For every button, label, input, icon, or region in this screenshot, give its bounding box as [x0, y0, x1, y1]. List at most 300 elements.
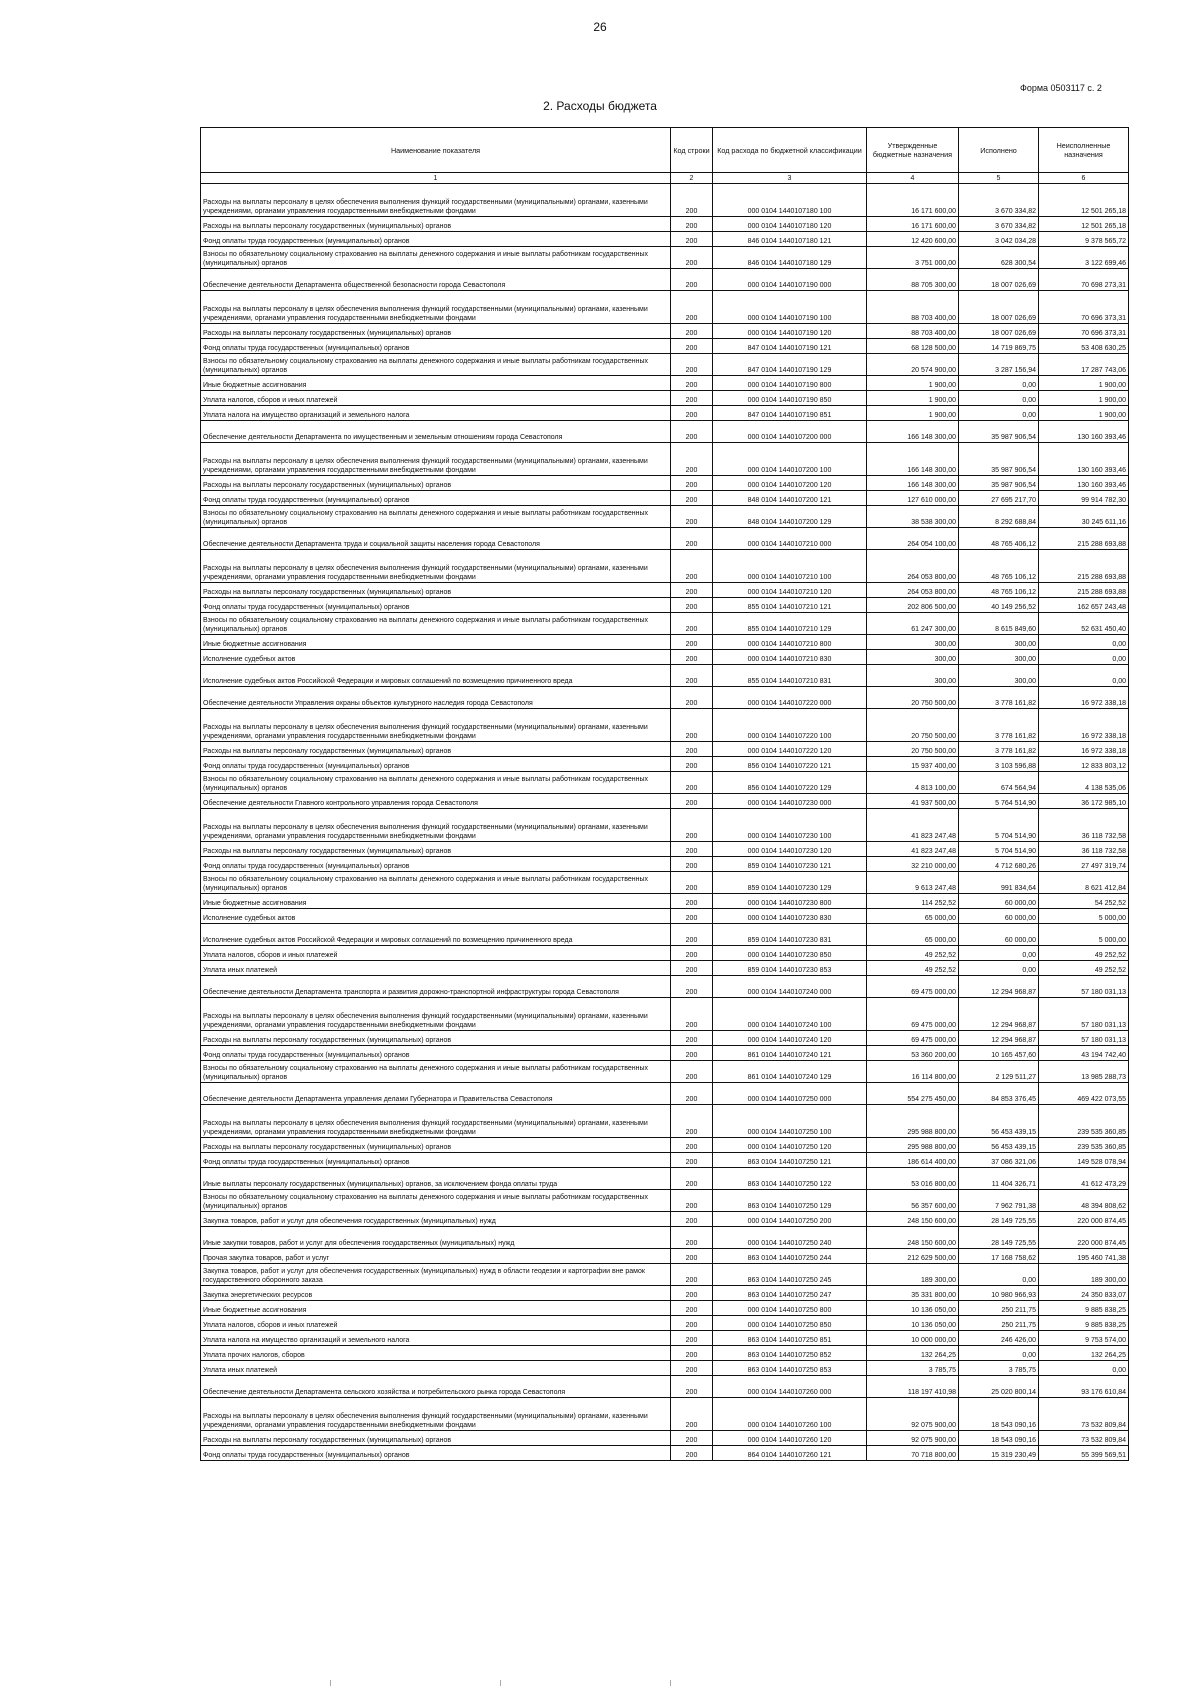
- cell-approved: 41 937 500,00: [867, 794, 959, 809]
- cell-approved: 12 420 600,00: [867, 232, 959, 247]
- cell-budget-code: 000 0104 1440107230 850: [713, 946, 867, 961]
- cell-unexecuted: 0,00: [1039, 1361, 1129, 1376]
- table-row: [201, 924, 1129, 946]
- cell-indicator-name: Расходы на выплаты персоналу в целях обеспечения выполнения функций государственными (муниципальными) органами, казенными учреждениями, органами управления государственными внебюджетными фондами: [201, 550, 671, 583]
- table-row: [201, 976, 1129, 998]
- cell-unexecuted: 9 753 574,00: [1039, 1331, 1129, 1346]
- cell-approved: 70 718 800,00: [867, 1446, 959, 1461]
- cell-budget-code: 000 0104 1440107190 120: [713, 324, 867, 339]
- cell-indicator-name: Расходы на выплаты персоналу государственных (муниципальных) органов: [201, 217, 671, 232]
- cell-indicator-name: Исполнение судебных актов: [201, 909, 671, 924]
- table-header-row: [201, 128, 1129, 173]
- cell-unexecuted: 24 350 833,07: [1039, 1286, 1129, 1301]
- cell-indicator-name: Фонд оплаты труда государственных (муниципальных) органов: [201, 232, 671, 247]
- cell-line-code: 200: [671, 742, 713, 757]
- cell-line-code: 200: [671, 443, 713, 476]
- cell-approved: 1 900,00: [867, 376, 959, 391]
- cell-budget-code: 863 0104 1440107250 129: [713, 1190, 867, 1212]
- cell-executed: 628 300,54: [959, 247, 1039, 269]
- cell-indicator-name: Уплата налога на имущество организаций и земельного налога: [201, 406, 671, 421]
- table-row: [201, 1153, 1129, 1168]
- table-row: [201, 583, 1129, 598]
- table-row: [201, 1431, 1129, 1446]
- cell-indicator-name: Уплата прочих налогов, сборов: [201, 1346, 671, 1361]
- cell-budget-code: 847 0104 1440107190 851: [713, 406, 867, 421]
- cell-budget-code: 000 0104 1440107190 800: [713, 376, 867, 391]
- cell-line-code: 200: [671, 269, 713, 291]
- cell-indicator-name: Закупка товаров, работ и услуг для обеспечения государственных (муниципальных) нужд: [201, 1212, 671, 1227]
- cell-line-code: 200: [671, 528, 713, 550]
- cell-executed: 246 426,00: [959, 1331, 1039, 1346]
- cell-indicator-name: Закупка энергетических ресурсов: [201, 1286, 671, 1301]
- cell-line-code: 200: [671, 976, 713, 998]
- table-row: [201, 894, 1129, 909]
- cell-budget-code: 863 0104 1440107250 851: [713, 1331, 867, 1346]
- cell-unexecuted: 130 160 393,46: [1039, 421, 1129, 443]
- table-row: [201, 1212, 1129, 1227]
- cell-line-code: 200: [671, 909, 713, 924]
- cell-indicator-name: Уплата иных платежей: [201, 961, 671, 976]
- cell-budget-code: 848 0104 1440107200 121: [713, 491, 867, 506]
- cell-budget-code: 847 0104 1440107190 129: [713, 354, 867, 376]
- cell-indicator-name: Обеспечение деятельности Департамента общественной безопасности города Севастополя: [201, 269, 671, 291]
- cell-executed: 27 695 217,70: [959, 491, 1039, 506]
- cell-approved: 69 475 000,00: [867, 1031, 959, 1046]
- cell-indicator-name: Взносы по обязательному социальному страхованию на выплаты денежного содержания и иные выплаты работникам государственных (муниципальных) органов: [201, 354, 671, 376]
- cell-approved: 68 128 500,00: [867, 339, 959, 354]
- header-executed: Исполнено: [959, 128, 1039, 173]
- table-row: [201, 772, 1129, 794]
- cell-unexecuted: 132 264,25: [1039, 1346, 1129, 1361]
- cell-indicator-name: Расходы на выплаты персоналу в целях обеспечения выполнения функций государственными (муниципальными) органами, казенными учреждениями, органами управления государственными внебюджетными фондами: [201, 1398, 671, 1431]
- cell-approved: 186 614 400,00: [867, 1153, 959, 1168]
- cell-unexecuted: 215 288 693,88: [1039, 550, 1129, 583]
- cell-unexecuted: 99 914 782,30: [1039, 491, 1129, 506]
- cell-approved: 20 750 500,00: [867, 709, 959, 742]
- cell-executed: 3 670 334,82: [959, 217, 1039, 232]
- table-row: [201, 1346, 1129, 1361]
- cell-line-code: 200: [671, 1046, 713, 1061]
- cell-executed: 674 564,94: [959, 772, 1039, 794]
- table-row: [201, 1190, 1129, 1212]
- cell-approved: 92 075 900,00: [867, 1398, 959, 1431]
- cell-indicator-name: Обеспечение деятельности Департамента управления делами Губернатора и Правительства Севастополя: [201, 1083, 671, 1105]
- cell-line-code: 200: [671, 687, 713, 709]
- cell-executed: 18 007 026,69: [959, 291, 1039, 324]
- cell-approved: 295 988 800,00: [867, 1138, 959, 1153]
- table-row: [201, 613, 1129, 635]
- table-row: [201, 946, 1129, 961]
- cell-budget-code: 000 0104 1440107220 100: [713, 709, 867, 742]
- cell-line-code: 200: [671, 476, 713, 491]
- cell-indicator-name: Расходы на выплаты персоналу государственных (муниципальных) органов: [201, 476, 671, 491]
- cell-approved: 49 252,52: [867, 946, 959, 961]
- table-row: [201, 339, 1129, 354]
- cell-line-code: 200: [671, 421, 713, 443]
- cell-indicator-name: Фонд оплаты труда государственных (муниципальных) органов: [201, 1153, 671, 1168]
- cell-line-code: 200: [671, 842, 713, 857]
- cell-approved: 65 000,00: [867, 909, 959, 924]
- cell-budget-code: 856 0104 1440107220 121: [713, 757, 867, 772]
- cell-indicator-name: Взносы по обязательному социальному страхованию на выплаты денежного содержания и иные выплаты работникам государственных (муниципальных) органов: [201, 872, 671, 894]
- cell-indicator-name: Обеспечение деятельности Департамента по имущественным и земельным отношениям города Севастополя: [201, 421, 671, 443]
- column-number: 1: [201, 173, 671, 184]
- cell-executed: 3 670 334,82: [959, 184, 1039, 217]
- cell-executed: 56 453 439,15: [959, 1138, 1039, 1153]
- cell-unexecuted: 189 300,00: [1039, 1264, 1129, 1286]
- cell-unexecuted: 17 287 743,06: [1039, 354, 1129, 376]
- cell-budget-code: 000 0104 1440107190 850: [713, 391, 867, 406]
- cell-approved: 264 053 800,00: [867, 550, 959, 583]
- table-row: [201, 757, 1129, 772]
- cell-executed: 40 149 256,52: [959, 598, 1039, 613]
- cell-approved: 10 136 050,00: [867, 1316, 959, 1331]
- table-row: [201, 687, 1129, 709]
- cell-budget-code: 000 0104 1440107180 120: [713, 217, 867, 232]
- table-row: [201, 1316, 1129, 1331]
- cell-executed: 18 543 090,16: [959, 1398, 1039, 1431]
- table-row: [201, 324, 1129, 339]
- cell-budget-code: 861 0104 1440107240 129: [713, 1061, 867, 1083]
- cell-line-code: 200: [671, 1212, 713, 1227]
- cell-approved: 15 937 400,00: [867, 757, 959, 772]
- cell-line-code: 200: [671, 1061, 713, 1083]
- cell-approved: 300,00: [867, 665, 959, 687]
- table-row: [201, 1331, 1129, 1346]
- cell-unexecuted: 220 000 874,45: [1039, 1227, 1129, 1249]
- cell-indicator-name: Расходы на выплаты персоналу в целях обеспечения выполнения функций государственными (муниципальными) органами, казенными учреждениями, органами управления государственными внебюджетными фондами: [201, 443, 671, 476]
- table-row: [201, 550, 1129, 583]
- cell-executed: 37 086 321,06: [959, 1153, 1039, 1168]
- cell-indicator-name: Иные бюджетные ассигнования: [201, 376, 671, 391]
- table-row: [201, 961, 1129, 976]
- cell-line-code: 200: [671, 406, 713, 421]
- cell-unexecuted: 220 000 874,45: [1039, 1212, 1129, 1227]
- cell-line-code: 200: [671, 1168, 713, 1190]
- cell-indicator-name: Расходы на выплаты персоналу государственных (муниципальных) органов: [201, 1031, 671, 1046]
- cell-line-code: 200: [671, 232, 713, 247]
- table-row: [201, 1301, 1129, 1316]
- cell-approved: 554 275 450,00: [867, 1083, 959, 1105]
- cell-indicator-name: Расходы на выплаты персоналу государственных (муниципальных) органов: [201, 324, 671, 339]
- cell-budget-code: 000 0104 1440107210 100: [713, 550, 867, 583]
- cell-budget-code: 000 0104 1440107180 100: [713, 184, 867, 217]
- cell-budget-code: 000 0104 1440107250 200: [713, 1212, 867, 1227]
- cell-indicator-name: Иные бюджетные ассигнования: [201, 894, 671, 909]
- table-row: [201, 1168, 1129, 1190]
- table-row: [201, 742, 1129, 757]
- cell-indicator-name: Исполнение судебных актов Российской Федерации и мировых соглашений по возмещению причиненного вреда: [201, 665, 671, 687]
- cell-executed: 0,00: [959, 1264, 1039, 1286]
- cell-budget-code: 000 0104 1440107230 100: [713, 809, 867, 842]
- cell-approved: 1 900,00: [867, 406, 959, 421]
- cell-approved: 20 750 500,00: [867, 687, 959, 709]
- table-row: [201, 491, 1129, 506]
- cell-budget-code: 000 0104 1440107200 100: [713, 443, 867, 476]
- table-row: [201, 598, 1129, 613]
- cell-indicator-name: Взносы по обязательному социальному страхованию на выплаты денежного содержания и иные выплаты работникам государственных (муниципальных) органов: [201, 247, 671, 269]
- header-unexecuted: Неисполненные назначения: [1039, 128, 1129, 173]
- cell-indicator-name: Расходы на выплаты персоналу государственных (муниципальных) органов: [201, 742, 671, 757]
- cell-executed: 25 020 800,14: [959, 1376, 1039, 1398]
- cell-budget-code: 864 0104 1440107260 121: [713, 1446, 867, 1461]
- cell-line-code: 200: [671, 872, 713, 894]
- cell-executed: 60 000,00: [959, 894, 1039, 909]
- cell-executed: 0,00: [959, 376, 1039, 391]
- cell-approved: 32 210 000,00: [867, 857, 959, 872]
- cell-line-code: 200: [671, 354, 713, 376]
- cell-indicator-name: Уплата налогов, сборов и иных платежей: [201, 1316, 671, 1331]
- cell-indicator-name: Расходы на выплаты персоналу государственных (муниципальных) органов: [201, 842, 671, 857]
- column-number: 4: [867, 173, 959, 184]
- table-row: [201, 665, 1129, 687]
- cell-approved: 189 300,00: [867, 1264, 959, 1286]
- cell-executed: 48 765 106,12: [959, 583, 1039, 598]
- cell-executed: 991 834,64: [959, 872, 1039, 894]
- table-row: [201, 391, 1129, 406]
- cell-budget-code: 859 0104 1440107230 129: [713, 872, 867, 894]
- cell-executed: 12 294 968,87: [959, 1031, 1039, 1046]
- cell-line-code: 200: [671, 1083, 713, 1105]
- cell-unexecuted: 57 180 031,13: [1039, 1031, 1129, 1046]
- cell-indicator-name: Фонд оплаты труда государственных (муниципальных) органов: [201, 491, 671, 506]
- header-approved: Утвержденные бюджетные назначения: [867, 128, 959, 173]
- cell-indicator-name: Взносы по обязательному социальному страхованию на выплаты денежного содержания и иные выплаты работникам государственных (муниципальных) органов: [201, 613, 671, 635]
- cell-budget-code: 000 0104 1440107260 100: [713, 1398, 867, 1431]
- cell-budget-code: 863 0104 1440107250 121: [713, 1153, 867, 1168]
- cell-unexecuted: 93 176 610,84: [1039, 1376, 1129, 1398]
- cell-budget-code: 000 0104 1440107250 100: [713, 1105, 867, 1138]
- column-number: 5: [959, 173, 1039, 184]
- cell-executed: 2 129 511,27: [959, 1061, 1039, 1083]
- cell-approved: 35 331 800,00: [867, 1286, 959, 1301]
- cell-unexecuted: 5 000,00: [1039, 924, 1129, 946]
- cell-budget-code: 000 0104 1440107260 120: [713, 1431, 867, 1446]
- cell-approved: 16 171 600,00: [867, 184, 959, 217]
- cell-budget-code: 855 0104 1440107210 121: [713, 598, 867, 613]
- cell-executed: 11 404 326,71: [959, 1168, 1039, 1190]
- cell-line-code: 200: [671, 1227, 713, 1249]
- cell-unexecuted: 48 394 808,62: [1039, 1190, 1129, 1212]
- cell-unexecuted: 1 900,00: [1039, 376, 1129, 391]
- cell-approved: 65 000,00: [867, 924, 959, 946]
- table-row: [201, 872, 1129, 894]
- cell-unexecuted: 27 497 319,74: [1039, 857, 1129, 872]
- cell-indicator-name: Уплата налогов, сборов и иных платежей: [201, 391, 671, 406]
- cell-approved: 248 150 600,00: [867, 1212, 959, 1227]
- cell-unexecuted: 9 378 565,72: [1039, 232, 1129, 247]
- cell-approved: 56 357 600,00: [867, 1190, 959, 1212]
- cell-budget-code: 000 0104 1440107250 000: [713, 1083, 867, 1105]
- cell-indicator-name: Расходы на выплаты персоналу государственных (муниципальных) органов: [201, 1431, 671, 1446]
- cell-line-code: 200: [671, 324, 713, 339]
- cell-budget-code: 000 0104 1440107240 100: [713, 998, 867, 1031]
- cell-approved: 38 538 300,00: [867, 506, 959, 528]
- cell-approved: 9 613 247,48: [867, 872, 959, 894]
- cell-line-code: 200: [671, 894, 713, 909]
- cell-approved: 3 785,75: [867, 1361, 959, 1376]
- cell-line-code: 200: [671, 1331, 713, 1346]
- cell-line-code: 200: [671, 1190, 713, 1212]
- table-row: [201, 184, 1129, 217]
- cell-approved: 264 054 100,00: [867, 528, 959, 550]
- cell-unexecuted: 30 245 611,16: [1039, 506, 1129, 528]
- cell-indicator-name: Расходы на выплаты персоналу в целях обеспечения выполнения функций государственными (муниципальными) органами, казенными учреждениями, органами управления государственными внебюджетными фондами: [201, 1105, 671, 1138]
- cell-approved: 10 000 000,00: [867, 1331, 959, 1346]
- cell-unexecuted: 70 696 373,31: [1039, 291, 1129, 324]
- cell-unexecuted: 0,00: [1039, 665, 1129, 687]
- cell-approved: 88 703 400,00: [867, 291, 959, 324]
- cell-unexecuted: 149 528 078,94: [1039, 1153, 1129, 1168]
- cell-executed: 12 294 968,87: [959, 976, 1039, 998]
- cell-indicator-name: Расходы на выплаты персоналу государственных (муниципальных) органов: [201, 583, 671, 598]
- cell-approved: 212 629 500,00: [867, 1249, 959, 1264]
- cell-unexecuted: 4 138 535,06: [1039, 772, 1129, 794]
- cell-executed: 3 778 161,82: [959, 742, 1039, 757]
- cell-budget-code: 000 0104 1440107190 100: [713, 291, 867, 324]
- cell-line-code: 200: [671, 1316, 713, 1331]
- cell-line-code: 200: [671, 772, 713, 794]
- cell-approved: 20 750 500,00: [867, 742, 959, 757]
- cell-executed: 250 211,75: [959, 1316, 1039, 1331]
- cell-executed: 10 980 966,93: [959, 1286, 1039, 1301]
- cell-line-code: 200: [671, 635, 713, 650]
- cell-indicator-name: Расходы на выплаты персоналу государственных (муниципальных) органов: [201, 1138, 671, 1153]
- cell-executed: 250 211,75: [959, 1301, 1039, 1316]
- cell-approved: 300,00: [867, 635, 959, 650]
- cell-indicator-name: Обеспечение деятельности Департамента сельского хозяйства и потребительского рынка города Севастополя: [201, 1376, 671, 1398]
- cell-approved: 166 148 300,00: [867, 421, 959, 443]
- budget-expenses-table-container: [200, 127, 1128, 1461]
- table-row: [201, 528, 1129, 550]
- form-code: Форма 0503117 с. 2: [1020, 83, 1102, 93]
- cell-line-code: 200: [671, 1446, 713, 1461]
- section-title: 2. Расходы бюджета: [543, 99, 657, 113]
- table-row: [201, 909, 1129, 924]
- cell-approved: 69 475 000,00: [867, 998, 959, 1031]
- cell-unexecuted: 57 180 031,13: [1039, 976, 1129, 998]
- cell-unexecuted: 49 252,52: [1039, 946, 1129, 961]
- cell-unexecuted: 36 118 732,58: [1039, 809, 1129, 842]
- cell-budget-code: 000 0104 1440107240 000: [713, 976, 867, 998]
- table-row: [201, 794, 1129, 809]
- table-row: [201, 1264, 1129, 1286]
- table-row: [201, 354, 1129, 376]
- cell-line-code: 200: [671, 1361, 713, 1376]
- table-row: [201, 1361, 1129, 1376]
- cell-unexecuted: 16 972 338,18: [1039, 709, 1129, 742]
- table-row: [201, 506, 1129, 528]
- cell-approved: 53 360 200,00: [867, 1046, 959, 1061]
- cell-approved: 1 900,00: [867, 391, 959, 406]
- cell-indicator-name: Иные бюджетные ассигнования: [201, 1301, 671, 1316]
- cell-budget-code: 000 0104 1440107220 120: [713, 742, 867, 757]
- header-line-code: Код строки: [671, 128, 713, 173]
- cell-approved: 41 823 247,48: [867, 842, 959, 857]
- cell-unexecuted: 57 180 031,13: [1039, 998, 1129, 1031]
- cell-unexecuted: 43 194 742,40: [1039, 1046, 1129, 1061]
- cell-budget-code: 000 0104 1440107230 830: [713, 909, 867, 924]
- cell-executed: 60 000,00: [959, 924, 1039, 946]
- cell-executed: 28 149 725,55: [959, 1227, 1039, 1249]
- table-row: [201, 291, 1129, 324]
- cell-line-code: 200: [671, 961, 713, 976]
- cell-budget-code: 855 0104 1440107210 831: [713, 665, 867, 687]
- cell-approved: 61 247 300,00: [867, 613, 959, 635]
- cell-unexecuted: 469 422 073,55: [1039, 1083, 1129, 1105]
- cell-unexecuted: 12 501 265,18: [1039, 217, 1129, 232]
- cell-indicator-name: Исполнение судебных актов: [201, 650, 671, 665]
- table-row: [201, 857, 1129, 872]
- cell-executed: 0,00: [959, 946, 1039, 961]
- cell-executed: 48 765 106,12: [959, 550, 1039, 583]
- table-row: [201, 650, 1129, 665]
- cell-executed: 5 704 514,90: [959, 809, 1039, 842]
- column-number: 3: [713, 173, 867, 184]
- cell-indicator-name: Уплата налога на имущество организаций и земельного налога: [201, 1331, 671, 1346]
- cell-line-code: 200: [671, 998, 713, 1031]
- cell-approved: 53 016 800,00: [867, 1168, 959, 1190]
- table-row: [201, 406, 1129, 421]
- column-number: 6: [1039, 173, 1129, 184]
- table-row: [201, 1446, 1129, 1461]
- cell-executed: 3 778 161,82: [959, 687, 1039, 709]
- cell-unexecuted: 0,00: [1039, 635, 1129, 650]
- cell-unexecuted: 73 532 809,84: [1039, 1431, 1129, 1446]
- cell-budget-code: 859 0104 1440107230 121: [713, 857, 867, 872]
- cell-line-code: 200: [671, 1398, 713, 1431]
- cell-line-code: 200: [671, 184, 713, 217]
- cell-indicator-name: Иные выплаты персоналу государственных (муниципальных) органов, за исключением фонда оплаты труда: [201, 1168, 671, 1190]
- cell-unexecuted: 36 172 985,10: [1039, 794, 1129, 809]
- cell-budget-code: 863 0104 1440107250 245: [713, 1264, 867, 1286]
- cell-indicator-name: Обеспечение деятельности Департамента труда и социальной защиты населения города Севастополя: [201, 528, 671, 550]
- column-number: 2: [671, 173, 713, 184]
- cell-indicator-name: Прочая закупка товаров, работ и услуг: [201, 1249, 671, 1264]
- cell-approved: 88 705 300,00: [867, 269, 959, 291]
- cell-indicator-name: Фонд оплаты труда государственных (муниципальных) органов: [201, 598, 671, 613]
- cell-budget-code: 863 0104 1440107250 244: [713, 1249, 867, 1264]
- table-row: [201, 1031, 1129, 1046]
- cell-approved: 114 252,52: [867, 894, 959, 909]
- cell-indicator-name: Фонд оплаты труда государственных (муниципальных) органов: [201, 857, 671, 872]
- cell-executed: 14 719 869,75: [959, 339, 1039, 354]
- cell-executed: 18 007 026,69: [959, 324, 1039, 339]
- cell-budget-code: 000 0104 1440107220 000: [713, 687, 867, 709]
- cell-indicator-name: Обеспечение деятельности Департамента транспорта и развития дорожно-транспортной инфраструктуры города Севастополя: [201, 976, 671, 998]
- cell-unexecuted: 13 985 288,73: [1039, 1061, 1129, 1083]
- cell-unexecuted: 9 885 838,25: [1039, 1316, 1129, 1331]
- cell-line-code: 200: [671, 598, 713, 613]
- cell-line-code: 200: [671, 794, 713, 809]
- cell-budget-code: 000 0104 1440107200 120: [713, 476, 867, 491]
- table-row: [201, 421, 1129, 443]
- cell-line-code: 200: [671, 650, 713, 665]
- cell-budget-code: 000 0104 1440107230 800: [713, 894, 867, 909]
- cell-budget-code: 859 0104 1440107230 831: [713, 924, 867, 946]
- table-row: [201, 443, 1129, 476]
- cell-line-code: 200: [671, 1249, 713, 1264]
- cell-budget-code: 000 0104 1440107240 120: [713, 1031, 867, 1046]
- cell-executed: 3 042 034,28: [959, 232, 1039, 247]
- cell-indicator-name: Взносы по обязательному социальному страхованию на выплаты денежного содержания и иные выплаты работникам государственных (муниципальных) органов: [201, 1190, 671, 1212]
- table-row: [201, 635, 1129, 650]
- cell-indicator-name: Взносы по обязательному социальному страхованию на выплаты денежного содержания и иные выплаты работникам государственных (муниципальных) органов: [201, 506, 671, 528]
- cell-line-code: 200: [671, 376, 713, 391]
- cell-indicator-name: Обеспечение деятельности Главного контрольного управления города Севастополя: [201, 794, 671, 809]
- table-row: [201, 376, 1129, 391]
- cell-line-code: 200: [671, 1153, 713, 1168]
